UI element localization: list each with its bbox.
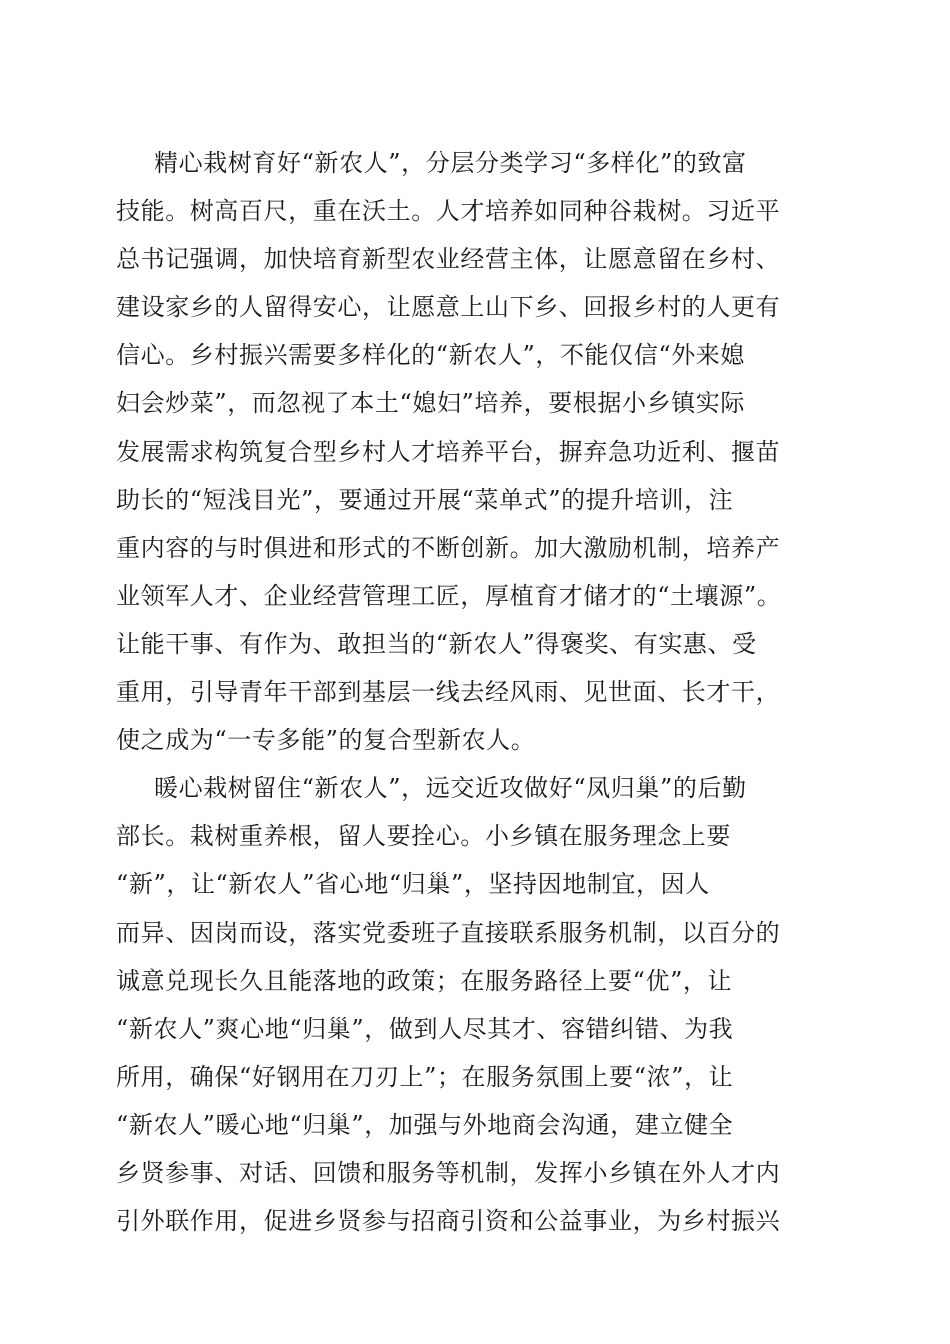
text-line: 业领军人才、企业经营管理工匠，厚植育才储才的“土壤源”。 [116,581,782,610]
text-line: 乡贤参事、对话、回馈和服务等机制，发挥小乡镇在外人才内 [116,1158,781,1187]
document-body [116,139,836,1245]
text-line: 总书记强调，加快培育新型农业经营主体，让愿意留在乡村、 [116,245,781,274]
text-line: 暖心栽树留住“新农人”，远交近攻做好“凤归巢”的后勤 [154,774,747,803]
paragraph-2 [116,764,836,1245]
paragraph-1 [116,139,836,764]
text-line: 所用，确保“好钢用在刀刃上”；在服务氛围上要“浓”，让 [116,1062,734,1091]
text-line: 部长。栽树重养根，留人要拴心。小乡镇在服务理念上要 [116,822,731,851]
text-line: “新农人”爽心地“归巢”，做到人尽其才、容错纠错、为我 [116,1014,734,1043]
text-line: 让能干事、有作为、敢担当的“新农人”得褒奖、有实惠、受 [116,629,757,658]
text-line: 助长的“短浅目光”，要通过开展“菜单式”的提升培训，注 [116,485,734,514]
text-line: 妇会炒菜”，而忽视了本土“媳妇”培养，要根据小乡镇实际 [116,389,746,418]
text-line: “新农人”暖心地“归巢”，加强与外地商会沟通，建立健全 [116,1110,734,1139]
text-line: 使之成为“一专多能”的复合型新农人。 [116,726,536,755]
text-line: 技能。树高百尺，重在沃土。人才培养如同种谷栽树。习近平 [116,197,781,226]
text-line: 精心栽树育好“新农人”，分层分类学习“多样化”的致富 [154,149,747,177]
text-line: “新”，让“新农人”省心地“归巢”，坚持因地制宜，因人 [116,870,710,899]
text-line: 重内容的与时俱进和形式的不断创新。加大激励机制，培养产 [116,533,781,562]
text-line: 发展需求构筑复合型乡村人才培养平台，摒弃急功近利、揠苗 [116,437,781,466]
text-line: 建设家乡的人留得安心，让愿意上山下乡、回报乡村的人更有 [116,293,781,322]
text-line: 而异、因岗而设，落实党委班子直接联系服务机制，以百分的 [116,918,781,947]
text-line: 信心。乡村振兴需要多样化的“新农人”，不能仅信“外来媳 [116,341,746,370]
text-line: 引外联作用，促进乡贤参与招商引资和公益事业，为乡村振兴 [116,1207,781,1236]
text-line: 诚意兑现长久且能落地的政策；在服务路径上要“优”，让 [116,966,733,995]
text-line: 重用，引导青年干部到基层一线去经风雨、见世面、长才干， [116,678,781,707]
